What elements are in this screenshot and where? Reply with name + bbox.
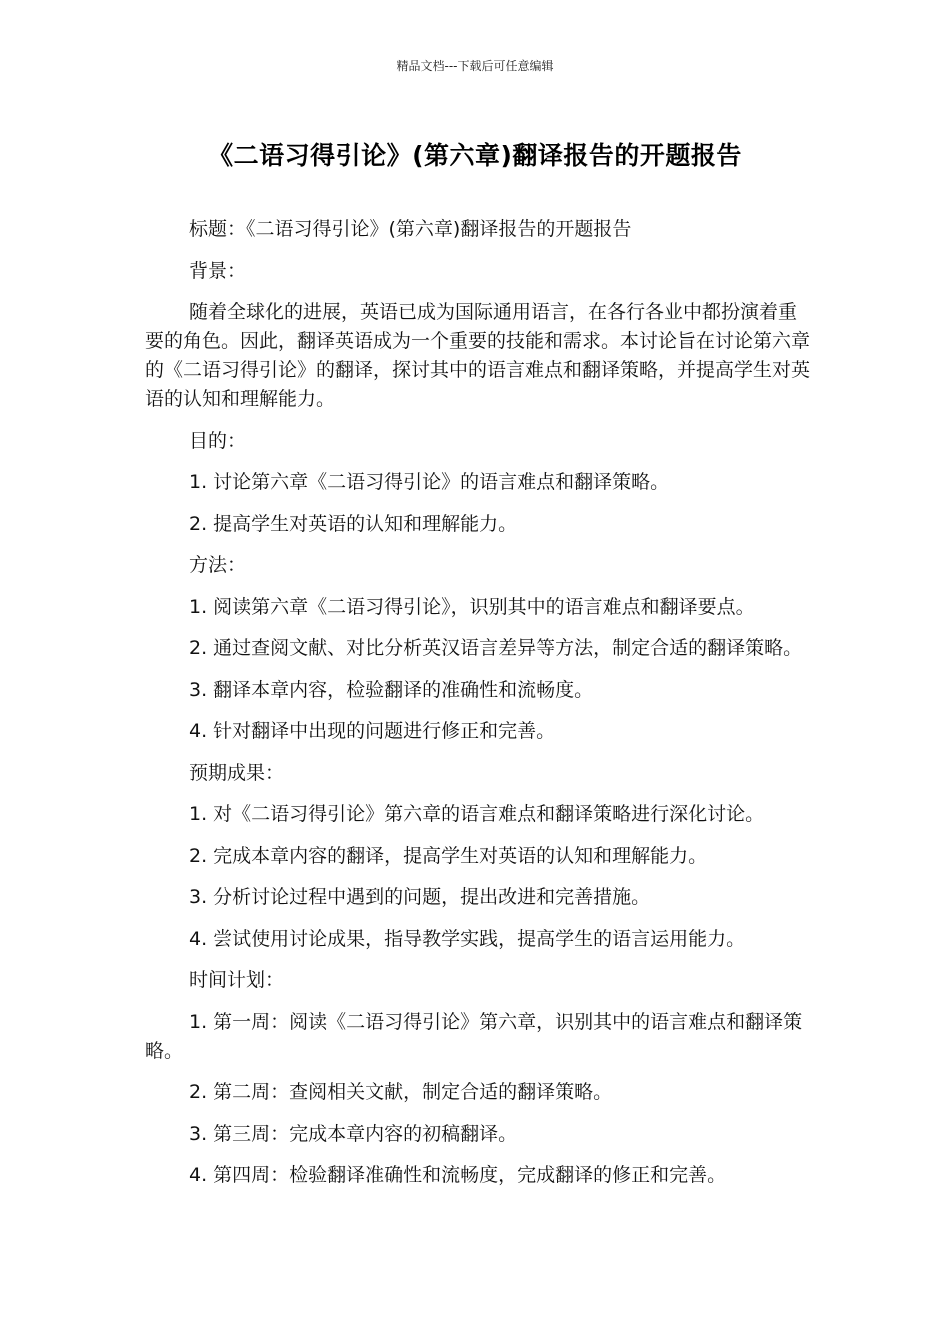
document-title: 《二语习得引论》(第六章)翻译报告的开题报告 <box>208 141 742 170</box>
result-item-2: 2. 完成本章内容的翻译，提高学生对英语的认知和理解能力。 <box>189 844 708 867</box>
schedule-item-4: 4. 第四周：检验翻译准确性和流畅度，完成翻译的修正和完善。 <box>189 1164 727 1186</box>
schedule-item-3: 3. 第三周：完成本章内容的初稿翻译。 <box>189 1122 518 1145</box>
result-item-4: 4. 尝试使用讨论成果，指导教学实践，提高学生的语言运用能力。 <box>189 927 746 950</box>
page-header: 精品文档---下载后可任意编辑 <box>396 59 554 73</box>
result-item-1: 1. 对《二语习得引论》第六章的语言难点和翻译策略进行深化讨论。 <box>189 803 765 825</box>
heading-purpose: 目的： <box>189 429 247 452</box>
heading-background: 背景： <box>189 259 247 282</box>
heading-method: 方法： <box>189 554 247 576</box>
result-item-3: 3. 分析讨论过程中遇到的问题，提出改进和完善措施。 <box>189 886 651 908</box>
schedule-item-1: 1. 第一周：阅读《二语习得引论》第六章，识别其中的语言难点和翻译策略。 <box>145 1010 803 1062</box>
schedule-item-2: 2. 第二周：查阅相关文献，制定合适的翻译策略。 <box>189 1081 613 1103</box>
method-item-2: 2. 通过查阅文献、对比分析英汉语言差异等方法，制定合适的翻译策略。 <box>189 637 803 659</box>
method-item-1: 1. 阅读第六章《二语习得引论》，识别其中的语言难点和翻译要点。 <box>189 595 755 618</box>
purpose-item-1: 1. 讨论第六章《二语习得引论》的语言难点和翻译策略。 <box>189 471 670 493</box>
heading-schedule: 时间计划： <box>189 969 285 991</box>
paragraph-title-line: 标题：《二语习得引论》(第六章)翻译报告的开题报告 <box>189 218 632 240</box>
document-body <box>145 215 810 1203</box>
method-item-3: 3. 翻译本章内容，检验翻译的准确性和流畅度。 <box>189 678 594 701</box>
heading-expected-results: 预期成果： <box>189 761 285 784</box>
paragraph-background: 随着全球化的进展，英语已成为国际通用语言，在各行各业中都扮演着重要的角色。因此，翻译英语成为一个重要的技能和需求。本讨论旨在讨论第六章的《二语习得引论》的翻译，探讨其中的语言难点和翻译策略，并提高学生对英语的认知和理解能力。 <box>145 301 811 410</box>
purpose-item-2: 2. 提高学生对英语的认知和理解能力。 <box>189 512 518 535</box>
method-item-4: 4. 针对翻译中出现的问题进行修正和完善。 <box>189 720 556 742</box>
